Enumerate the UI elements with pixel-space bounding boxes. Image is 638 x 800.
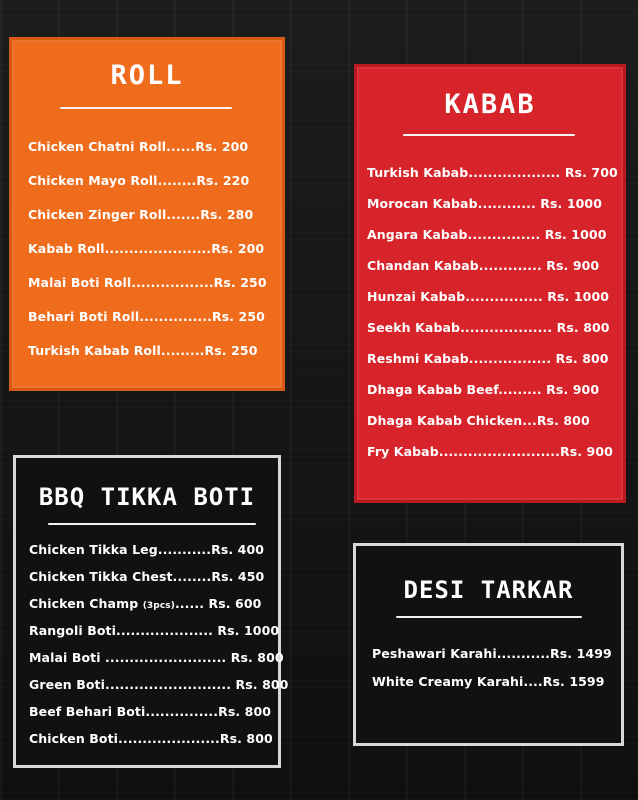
bbq-section [13,455,289,768]
kabab-item: Dhaga Kabab Beef......... Rs. 900 [367,382,600,397]
bbq-item: Green Boti.......................... Rs. 800 [29,677,289,692]
roll-item: Behari Boti Roll...............Rs. 250 [28,309,265,324]
bbq-title-underline [48,523,256,525]
kabab-item: Dhaga Kabab Chicken...Rs. 800 [367,413,590,428]
roll-section [12,40,282,388]
bbq-item: Beef Behari Boti...............Rs. 800 [29,704,272,719]
desi-section [353,543,624,746]
roll-item: Chicken Mayo Roll........Rs. 220 [28,173,250,188]
bbq-champ-name: Chicken Champ [29,596,139,611]
kabab-item: Fry Kabab.........................Rs. 900 [367,444,613,459]
roll-item: Chicken Zinger Roll.......Rs. 280 [28,207,254,222]
desi-title: DESI TARKAR [403,576,574,604]
roll-title-underline [60,107,232,109]
kabab-item: Reshmi Kabab................. Rs. 800 [367,351,609,366]
desi-title-underline [396,616,582,618]
bbq-item-champ [29,596,261,611]
kabab-item: Turkish Kabab................... Rs. 700 [367,165,618,180]
roll-item: Turkish Kabab Roll.........Rs. 250 [28,343,258,358]
desi-item: Peshawari Karahi...........Rs. 1499 [372,646,612,661]
kabab-item: Morocan Kabab............ Rs. 1000 [367,196,603,211]
kabab-item: Hunzai Kabab................ Rs. 1000 [367,289,610,304]
roll-item: Malai Boti Roll.................Rs. 250 [28,275,267,290]
bbq-item: Malai Boti ......................... Rs. 800 [29,650,284,665]
bbq-item: Chicken Boti.....................Rs. 800 [29,731,273,746]
bbq-item: Chicken Tikka Leg...........Rs. 400 [29,542,265,557]
bbq-item: Rangoli Boti.................... Rs. 1000 [29,623,280,638]
bbq-item: Chicken Tikka Chest........Rs. 450 [29,569,265,584]
roll-item: Chicken Chatni Roll......Rs. 200 [28,139,249,154]
bbq-champ-price: ...... Rs. 600 [174,596,262,611]
bbq-champ-qty: (3pcs) [142,601,175,611]
kabab-item: Angara Kabab............... Rs. 1000 [367,227,607,242]
kabab-item: Seekh Kabab................... Rs. 800 [367,320,610,335]
desi-item: White Creamy Karahi....Rs. 1599 [372,674,605,689]
kabab-title: KABAB [444,89,536,120]
roll-title: ROLL [110,60,184,91]
kabab-item: Chandan Kabab............. Rs. 900 [367,258,600,273]
kabab-title-underline [403,134,575,136]
bbq-title: BBQ TIKKA BOTI [38,483,256,511]
roll-item: Kabab Roll......................Rs. 200 [28,241,265,256]
kabab-section [357,67,623,500]
